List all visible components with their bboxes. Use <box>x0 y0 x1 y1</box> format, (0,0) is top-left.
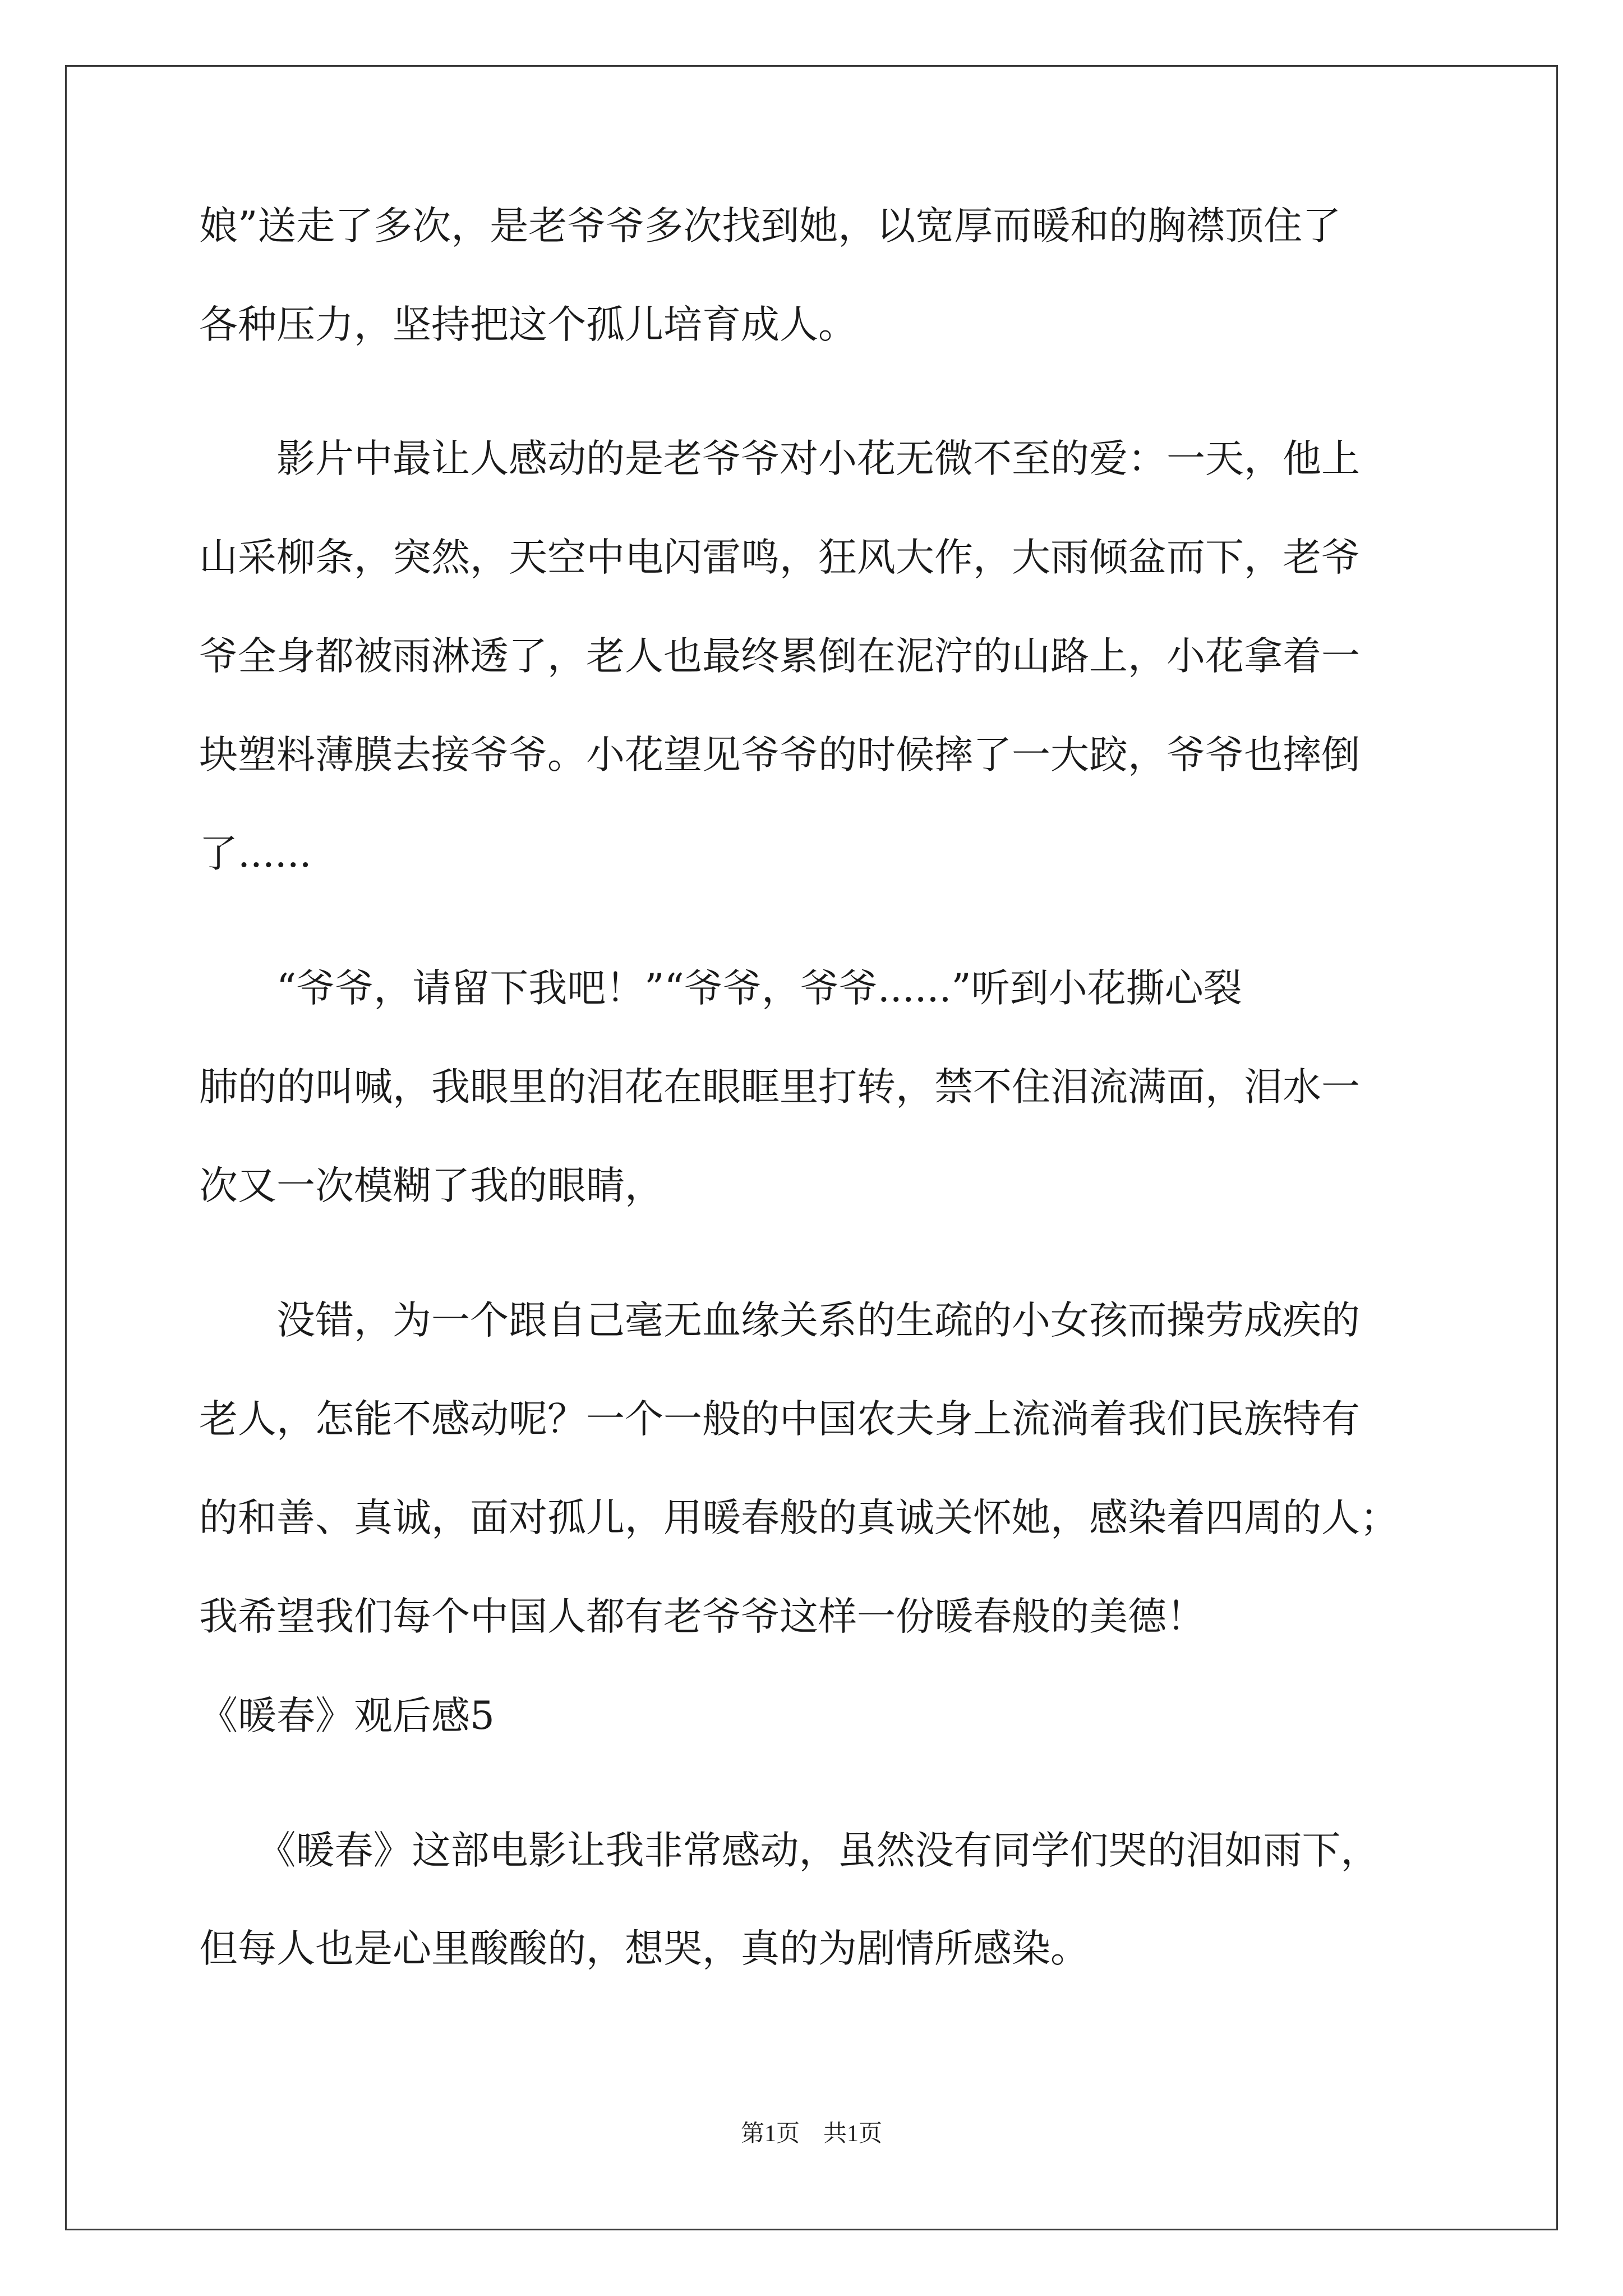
section-heading: 《暖春》观后感5 <box>199 1694 495 1738</box>
text-line: 《暖春》这部电影让我非常感动，虽然没有同学们哭的泪如雨下， <box>199 1828 1380 1873</box>
text-line: 块塑料薄膜去接爷爷。小花望见爷爷的时候摔了一大跤，爷爷也摔倒 <box>199 733 1360 777</box>
text-line: “爷爷，请留下我吧！”“爷爷，爷爷......”听到小花撕心裂 <box>199 966 1242 1011</box>
page-footer: 第1页 共1页 <box>740 2121 882 2147</box>
text-line: 次又一次模糊了我的眼睛， <box>199 1163 663 1208</box>
text-line: 我希望我们每个中国人都有老爷爷这样一份暖春般的美德！ <box>199 1594 1205 1639</box>
text-line: 爷全身都被雨淋透了，老人也最终累倒在泥泞的山路上，小花拿着一 <box>199 634 1360 679</box>
text-line: 影片中最让人感动的是老爷爷对小花无微不至的爱：一天，他上 <box>199 436 1360 481</box>
text-line: 山采柳条，突然，天空中电闪雷鸣，狂风大作，大雨倾盆而下，老爷 <box>199 535 1360 580</box>
text-line: 各种压力，坚持把这个孤儿培育成人。 <box>199 302 857 347</box>
text-line: 老人，怎能不感动呢？一个一般的中国农夫身上流淌着我们民族特有 <box>199 1397 1360 1442</box>
text-line: 肺的的叫喊，我眼里的泪花在眼眶里打转，禁不住泪流满面，泪水一 <box>199 1065 1360 1110</box>
text-line: 但每人也是心里酸酸的，想哭，真的为剧情所感染。 <box>199 1926 1089 1971</box>
text-line: 的和善、真诚，面对孤儿，用暖春般的真诚关怀她，感染着四周的人； <box>199 1496 1399 1540</box>
text-line: 没错，为一个跟自己毫无血缘关系的生疏的小女孩而操劳成疾的 <box>199 1298 1360 1343</box>
page-border <box>65 65 1558 2230</box>
text-line: 娘”送走了多次，是老爷爷多次找到她，以宽厚而暖和的胸襟顶住了 <box>199 204 1341 249</box>
text-line: 了...... <box>199 831 312 876</box>
